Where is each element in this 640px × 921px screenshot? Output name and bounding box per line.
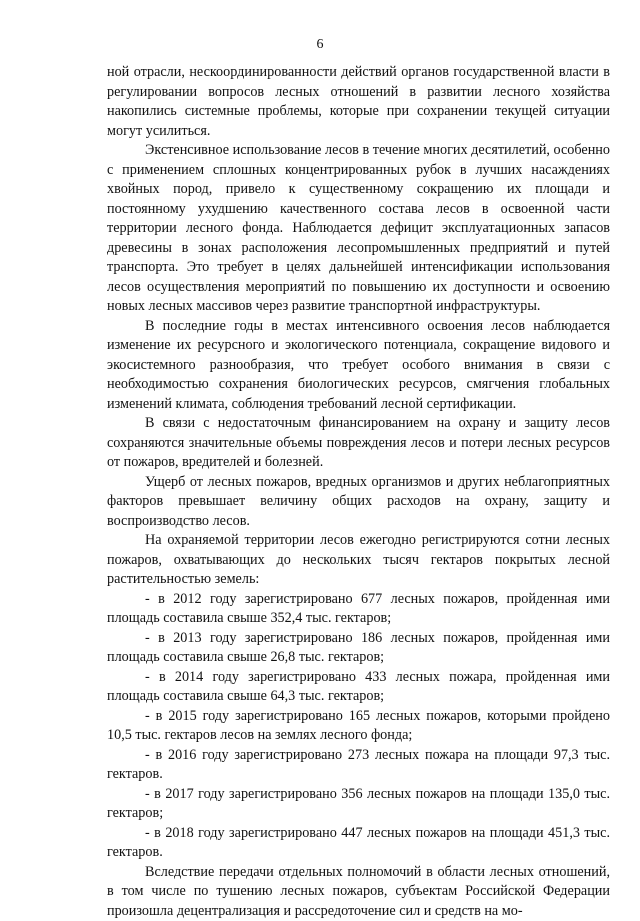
list-item-2017: - в 2017 году зарегистрировано 356 лесных пожаров на площади 135,0 тыс. гектаров; bbox=[107, 785, 610, 824]
paragraph-damage: Ущерб от лесных пожаров, вредных организмов и других неблагоприятных факторов превышает величину общих расходов на охрану, защиту и воспроизводство лесов. bbox=[107, 473, 610, 532]
paragraph-recent-years: В последние годы в местах интенсивного освоения лесов наблюдается изменение их ресурсного и экологического потенциала, сокращение видового и экосистемного разнообразия, что требует особого внимания в связи с необходимостью сохранения биологических ресурсов, смягчения глобальных изменений климата, соблюдения требований лесной сертификации. bbox=[107, 317, 610, 415]
paragraph-fires-intro: На охраняемой территории лесов ежегодно регистрируются сотни лесных пожаров, охватывающих до нескольких тысяч гектаров покрытых лесной растительностью земель: bbox=[107, 531, 610, 590]
paragraph-continuation: ной отрасли, нескоординированности действий органов государственной власти в регулировании вопросов лесных отношений в развитии лесного хозяйства накопились системные проблемы, которые при сохранении текущей ситуации могут усилиться. bbox=[107, 63, 610, 141]
list-item-2016: - в 2016 году зарегистрировано 273 лесных пожара на площади 97,3 тыс. гектаров. bbox=[107, 746, 610, 785]
list-item-2012: - в 2012 году зарегистрировано 677 лесных пожаров, пройденная ими площадь составила свыше 352,4 тыс. гектаров; bbox=[107, 590, 610, 629]
list-item-2015: - в 2015 году зарегистрировано 165 лесных пожаров, которыми пройдено 10,5 тыс. гектаров лесов на землях лесного фонда; bbox=[107, 707, 610, 746]
list-item-2013: - в 2013 году зарегистрировано 186 лесных пожаров, пройденная ими площадь составила свыше 26,8 тыс. гектаров; bbox=[107, 629, 610, 668]
page-number: 6 bbox=[0, 36, 640, 54]
list-item-2014: - в 2014 году зарегистрировано 433 лесных пожара, пройденная ими площадь составила свыше 64,3 тыс. гектаров; bbox=[107, 668, 610, 707]
paragraph-decentralization: Вследствие передачи отдельных полномочий в области лесных отношений, в том числе по тушению лесных пожаров, субъектам Российской Федерации произошла децентрализация и рассредоточение сил и средств на мо- bbox=[107, 863, 610, 921]
document-body bbox=[107, 63, 610, 921]
list-item-2018: - в 2018 году зарегистрировано 447 лесных пожаров на площади 451,3 тыс. гектаров. bbox=[107, 824, 610, 863]
paragraph-extensive-use: Экстенсивное использование лесов в течение многих десятилетий, особенно с применением сплошных концентрированных рубок в лучших насаждениях хвойных пород, привело к существенному сокращению их площади и постоянному ухудшению качественного состава лесов в освоенной части территории лесного фонда. Наблюдается дефицит эксплуатационных запасов древесины в зонах расположения лесопромышленных предприятий и путей транспорта. Это требует в целях дальнейшей интенсификации использования лесов осуществления мероприятий по повышению их доступности и освоению новых лесных массивов через развитие транспортной инфраструктуры. bbox=[107, 141, 610, 317]
paragraph-financing: В связи с недостаточным финансированием на охрану и защиту лесов сохраняются значительные объемы повреждения лесов и потери лесных ресурсов от пожаров, вредителей и болезней. bbox=[107, 414, 610, 473]
